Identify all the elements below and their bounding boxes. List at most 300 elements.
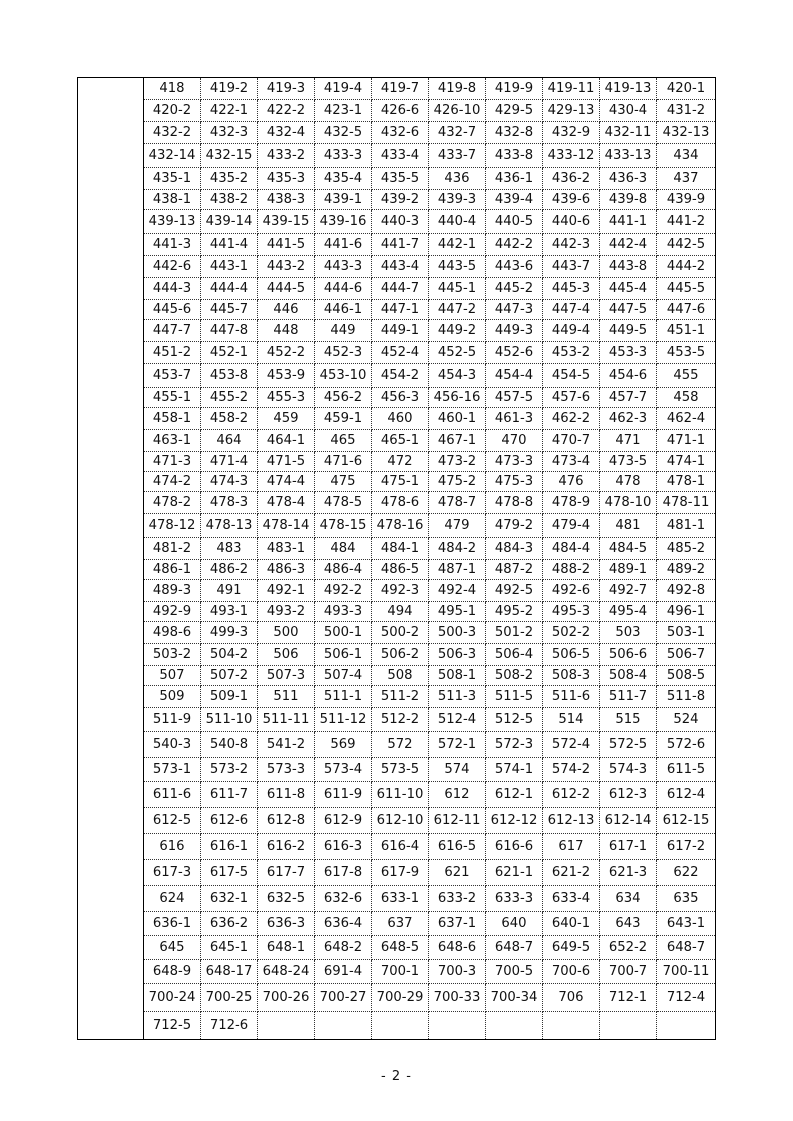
lot-number-cell: 648-5: [372, 936, 429, 960]
lot-number-cell: 436-3: [600, 168, 657, 190]
lot-number-cell: 634: [600, 886, 657, 912]
lot-number-cell: 509-1: [201, 686, 258, 708]
lot-number-cell: 637-1: [429, 912, 486, 936]
lot-number-cell: 478-9: [543, 492, 600, 514]
lot-number-cell: 429-13: [543, 100, 600, 122]
lot-number-cell: 478-3: [201, 492, 258, 514]
lot-number-cell: 512-4: [429, 708, 486, 732]
lot-number-cell: [315, 1012, 372, 1040]
lot-number-cell: 444-6: [315, 278, 372, 300]
lot-number-cell: 511-1: [315, 686, 372, 708]
lot-number-cell: 432-8: [486, 122, 543, 144]
lot-number-cell: 484-1: [372, 538, 429, 560]
lot-number-cell: 633-3: [486, 886, 543, 912]
lot-number-cell: 435-3: [258, 168, 315, 190]
lot-number-cell: 508-3: [543, 666, 600, 686]
lot-number-cell: 470: [486, 430, 543, 452]
lot-number-cell: 443-5: [429, 256, 486, 278]
table-row: [78, 936, 716, 960]
lot-number-cell: 479-4: [543, 514, 600, 538]
lot-number-cell: 572-6: [657, 732, 716, 758]
lot-number-cell: 447-6: [657, 300, 716, 320]
lot-number-cell: 611-8: [258, 782, 315, 808]
lot-number-cell: 441-5: [258, 234, 315, 256]
lot-number-cell: 511-11: [258, 708, 315, 732]
lot-number-cell: 486-2: [201, 560, 258, 580]
lot-number-cell: 445-4: [600, 278, 657, 300]
lot-number-cell: 493-3: [315, 602, 372, 622]
lot-number-cell: 446: [258, 300, 315, 320]
lot-number-cell: 484: [315, 538, 372, 560]
lot-number-cell: 636-4: [315, 912, 372, 936]
lot-number-cell: 486-4: [315, 560, 372, 580]
lot-number-cell: 492-8: [657, 580, 716, 602]
lot-number-cell: 616-6: [486, 834, 543, 860]
lot-number-cell: 506-6: [600, 644, 657, 666]
lot-number-cell: 492-1: [258, 580, 315, 602]
lot-number-cell: 573-1: [144, 758, 201, 782]
lot-number-cell: 432-4: [258, 122, 315, 144]
lot-number-cell: 444-4: [201, 278, 258, 300]
lot-number-cell: 502-2: [543, 622, 600, 644]
lot-number-cell: 449-2: [429, 320, 486, 342]
table-row: [78, 278, 716, 300]
table-row: [78, 560, 716, 580]
lot-number-cell: 648-6: [429, 936, 486, 960]
lot-number-cell: 572: [372, 732, 429, 758]
table-row: [78, 984, 716, 1012]
lot-number-cell: 474-2: [144, 472, 201, 492]
lot-number-cell: 636-1: [144, 912, 201, 936]
lot-number-cell: 652-2: [600, 936, 657, 960]
lot-number-cell: 453-10: [315, 364, 372, 388]
lot-number-cell: 433-13: [600, 144, 657, 168]
table-row: [78, 912, 716, 936]
lot-number-cell: 432-5: [315, 122, 372, 144]
lot-number-cell: 617-9: [372, 860, 429, 886]
lot-number-cell: 471-3: [144, 452, 201, 472]
table-row: [78, 320, 716, 342]
table-row: [78, 758, 716, 782]
lot-number-cell: 442-6: [144, 256, 201, 278]
lot-number-cell: 640: [486, 912, 543, 936]
lot-number-cell: 700-27: [315, 984, 372, 1012]
lot-number-cell: 491: [201, 580, 258, 602]
lot-number-cell: 426-10: [429, 100, 486, 122]
lot-number-cell: 506-4: [486, 644, 543, 666]
lot-number-cell: 471-5: [258, 452, 315, 472]
lot-number-cell: 700-34: [486, 984, 543, 1012]
lot-number-cell: 511-2: [372, 686, 429, 708]
lot-number-cell: 511-6: [543, 686, 600, 708]
page-number: - 2 -: [381, 1069, 412, 1084]
lot-number-cell: 487-2: [486, 560, 543, 580]
table-row: [78, 514, 716, 538]
lot-number-cell: 442-4: [600, 234, 657, 256]
lot-number-cell: 432-7: [429, 122, 486, 144]
lot-number-cell: 453-5: [657, 342, 716, 364]
lot-number-cell: 506-5: [543, 644, 600, 666]
lot-number-cell: 645-1: [201, 936, 258, 960]
lot-number-cell: 503: [600, 622, 657, 644]
lot-number-cell: 633-4: [543, 886, 600, 912]
lot-number-cell: 492-6: [543, 580, 600, 602]
table-row: [78, 686, 716, 708]
lot-number-cell: 460-1: [429, 408, 486, 430]
lot-number-cell: 461-3: [486, 408, 543, 430]
lot-number-cell: 574-3: [600, 758, 657, 782]
lot-number-cell: 449-5: [600, 320, 657, 342]
lot-number-cell: 617-2: [657, 834, 716, 860]
lot-number-cell: 445-3: [543, 278, 600, 300]
table-row: [78, 100, 716, 122]
table-row: [78, 644, 716, 666]
lot-number-cell: 494: [372, 602, 429, 622]
lot-number-cell: 500-3: [429, 622, 486, 644]
lot-number-cell: 478-14: [258, 514, 315, 538]
lot-number-cell: 447-1: [372, 300, 429, 320]
lot-number-cell: 446-1: [315, 300, 372, 320]
lot-number-cell: 617-3: [144, 860, 201, 886]
lot-number-cell: 612-10: [372, 808, 429, 834]
lot-number-cell: 454-6: [600, 364, 657, 388]
lot-number-cell: 435-5: [372, 168, 429, 190]
lot-number-cell: 617-7: [258, 860, 315, 886]
lot-number-cell: 700-25: [201, 984, 258, 1012]
lot-number-cell: 442-5: [657, 234, 716, 256]
lot-number-cell: 612-6: [201, 808, 258, 834]
lot-number-cell: 569: [315, 732, 372, 758]
lot-number-cell: 648-17: [201, 960, 258, 984]
lot-number-cell: 481: [600, 514, 657, 538]
table-row: [78, 388, 716, 408]
lot-number-cell: 572-5: [600, 732, 657, 758]
lot-number-cell: 452-4: [372, 342, 429, 364]
lot-number-cell: 635: [657, 886, 716, 912]
lot-number-cell: 420-1: [657, 78, 716, 100]
lot-number-cell: 432-15: [201, 144, 258, 168]
table-row: [78, 580, 716, 602]
lot-number-cell: 420-2: [144, 100, 201, 122]
lot-number-cell: 612-12: [486, 808, 543, 834]
lot-number-cell: 572-1: [429, 732, 486, 758]
table-row: [78, 492, 716, 514]
lot-number-cell: 478-5: [315, 492, 372, 514]
lot-number-cell: [657, 1012, 716, 1040]
lot-number-cell: 483-1: [258, 538, 315, 560]
lot-number-cell: 507-3: [258, 666, 315, 686]
lot-number-cell: 484-2: [429, 538, 486, 560]
lot-number-cell: 431-2: [657, 100, 716, 122]
lot-number-cell: 464: [201, 430, 258, 452]
lot-number-cell: 479: [429, 514, 486, 538]
lot-number-cell: 612-14: [600, 808, 657, 834]
lot-number-cell: 540-3: [144, 732, 201, 758]
lot-number-cell: 441-7: [372, 234, 429, 256]
lot-number-cell: 440-5: [486, 210, 543, 234]
lot-number-cell: 611-10: [372, 782, 429, 808]
table-row: [78, 622, 716, 644]
lot-number-cell: 507-2: [201, 666, 258, 686]
lot-number-cell: 455: [657, 364, 716, 388]
lot-number-cell: 478-16: [372, 514, 429, 538]
lot-number-cell: 474-4: [258, 472, 315, 492]
table-row: [78, 452, 716, 472]
lot-number-cell: 486-5: [372, 560, 429, 580]
lot-number-cell: 447-4: [543, 300, 600, 320]
lot-number-cell: 511-7: [600, 686, 657, 708]
lot-number-cell: 637: [372, 912, 429, 936]
lot-number-cell: 478-8: [486, 492, 543, 514]
lot-number-cell: 648-24: [258, 960, 315, 984]
lot-number-cell: 506: [258, 644, 315, 666]
lot-number-cell: 471-4: [201, 452, 258, 472]
lot-number-cell: 508-5: [657, 666, 716, 686]
lot-number-cell: 432-6: [372, 122, 429, 144]
lot-number-cell: 632-5: [258, 886, 315, 912]
lot-number-cell: 496-1: [657, 602, 716, 622]
table-row: [78, 960, 716, 984]
lot-number-cell: 617: [543, 834, 600, 860]
lot-number-cell: 452-5: [429, 342, 486, 364]
lot-number-table: [77, 77, 716, 1040]
lot-number-cell: 449: [315, 320, 372, 342]
lot-number-cell: 611-9: [315, 782, 372, 808]
lot-number-cell: 495-2: [486, 602, 543, 622]
lot-number-cell: 455-3: [258, 388, 315, 408]
lot-number-cell: 616-2: [258, 834, 315, 860]
table-row: [78, 472, 716, 492]
lot-number-cell: 649-5: [543, 936, 600, 960]
lot-number-cell: 474-3: [201, 472, 258, 492]
lot-number-cell: 508-2: [486, 666, 543, 686]
lot-number-cell: 432-14: [144, 144, 201, 168]
lot-number-cell: 445-1: [429, 278, 486, 300]
lot-number-cell: 512-5: [486, 708, 543, 732]
lot-number-cell: 460: [372, 408, 429, 430]
lot-number-cell: 612-1: [486, 782, 543, 808]
lot-number-cell: 624: [144, 886, 201, 912]
lot-number-cell: 572-4: [543, 732, 600, 758]
lot-number-cell: 439-3: [429, 190, 486, 210]
lot-number-cell: 500-1: [315, 622, 372, 644]
lot-number-cell: 503-1: [657, 622, 716, 644]
lot-number-cell: 426-6: [372, 100, 429, 122]
lot-number-cell: 472: [372, 452, 429, 472]
lot-number-cell: 475-2: [429, 472, 486, 492]
lot-number-cell: 506-3: [429, 644, 486, 666]
table-row: [78, 364, 716, 388]
lot-number-cell: 621-2: [543, 860, 600, 886]
lot-number-cell: 449-3: [486, 320, 543, 342]
lot-number-cell: 443-6: [486, 256, 543, 278]
lot-number-cell: 435-4: [315, 168, 372, 190]
lot-number-cell: 612-4: [657, 782, 716, 808]
lot-number-cell: 481-1: [657, 514, 716, 538]
lot-number-cell: 573-3: [258, 758, 315, 782]
lot-number-cell: 507: [144, 666, 201, 686]
lot-number-cell: 471-1: [657, 430, 716, 452]
lot-number-cell: 573-5: [372, 758, 429, 782]
lot-number-cell: 440-6: [543, 210, 600, 234]
lot-number-cell: 648-7: [486, 936, 543, 960]
lot-number-cell: 487-1: [429, 560, 486, 580]
lot-number-cell: 452-6: [486, 342, 543, 364]
lot-number-cell: 712-4: [657, 984, 716, 1012]
row-label-cell: [78, 78, 144, 1040]
lot-number-cell: 486-3: [258, 560, 315, 580]
lot-number-cell: 515: [600, 708, 657, 732]
lot-number-cell: 489-2: [657, 560, 716, 580]
lot-number-cell: 456-2: [315, 388, 372, 408]
lot-number-cell: 648-7: [657, 936, 716, 960]
lot-number-cell: 509: [144, 686, 201, 708]
lot-number-cell: 612-9: [315, 808, 372, 834]
lot-number-cell: 432-13: [657, 122, 716, 144]
lot-number-cell: 621-3: [600, 860, 657, 886]
table-row: [78, 834, 716, 860]
lot-number-cell: 442-3: [543, 234, 600, 256]
lot-number-cell: [429, 1012, 486, 1040]
lot-number-cell: 465: [315, 430, 372, 452]
lot-number-cell: 500: [258, 622, 315, 644]
lot-number-cell: 691-4: [315, 960, 372, 984]
lot-number-cell: 467-1: [429, 430, 486, 452]
lot-number-cell: 507-4: [315, 666, 372, 686]
lot-number-cell: 478-12: [144, 514, 201, 538]
lot-number-cell: 508-1: [429, 666, 486, 686]
lot-number-cell: 459-1: [315, 408, 372, 430]
lot-number-cell: 612-11: [429, 808, 486, 834]
lot-number-cell: 453-9: [258, 364, 315, 388]
lot-number-cell: 440-3: [372, 210, 429, 234]
lot-number-cell: 444-3: [144, 278, 201, 300]
lot-number-cell: 439-16: [315, 210, 372, 234]
lot-number-cell: 640-1: [543, 912, 600, 936]
lot-number-cell: 433-3: [315, 144, 372, 168]
lot-number-cell: 471-6: [315, 452, 372, 472]
lot-number-cell: 611-7: [201, 782, 258, 808]
table-row: [78, 234, 716, 256]
lot-number-cell: 706: [543, 984, 600, 1012]
lot-number-cell: 448: [258, 320, 315, 342]
lot-number-cell: 447-2: [429, 300, 486, 320]
lot-number-cell: 433-12: [543, 144, 600, 168]
lot-number-cell: 633-2: [429, 886, 486, 912]
table-row: [78, 538, 716, 560]
lot-number-cell: 455-2: [201, 388, 258, 408]
lot-number-cell: 439-14: [201, 210, 258, 234]
table-row: [78, 808, 716, 834]
lot-number-cell: 430-4: [600, 100, 657, 122]
lot-number-cell: 429-5: [486, 100, 543, 122]
lot-number-cell: 478-6: [372, 492, 429, 514]
lot-number-cell: 492-5: [486, 580, 543, 602]
lot-number-cell: 573-2: [201, 758, 258, 782]
lot-number-cell: 506-2: [372, 644, 429, 666]
lot-number-cell: 479-2: [486, 514, 543, 538]
lot-number-cell: 419-2: [201, 78, 258, 100]
lot-number-cell: 504-2: [201, 644, 258, 666]
lot-number-cell: 445-6: [144, 300, 201, 320]
lot-number-cell: 700-29: [372, 984, 429, 1012]
lot-number-cell: 632-6: [315, 886, 372, 912]
table-row: [78, 190, 716, 210]
lot-number-cell: 573-4: [315, 758, 372, 782]
lot-number-cell: 478-15: [315, 514, 372, 538]
lot-number-cell: 511-8: [657, 686, 716, 708]
lot-number-cell: 511: [258, 686, 315, 708]
lot-number-cell: 489-3: [144, 580, 201, 602]
lot-number-cell: 456-3: [372, 388, 429, 408]
lot-number-cell: 512-2: [372, 708, 429, 732]
lot-number-cell: 700-24: [144, 984, 201, 1012]
lot-number-cell: 443-2: [258, 256, 315, 278]
lot-number-cell: 419-13: [600, 78, 657, 100]
lot-number-cell: 419-3: [258, 78, 315, 100]
lot-number-cell: 452-2: [258, 342, 315, 364]
lot-number-cell: 447-3: [486, 300, 543, 320]
table-row: [78, 122, 716, 144]
lot-number-cell: 432-9: [543, 122, 600, 144]
lot-number-cell: 700-5: [486, 960, 543, 984]
lot-number-cell: 572-3: [486, 732, 543, 758]
lot-number-cell: 499-3: [201, 622, 258, 644]
lot-number-cell: 434: [657, 144, 716, 168]
lot-number-cell: 712-5: [144, 1012, 201, 1040]
lot-number-cell: 524: [657, 708, 716, 732]
lot-number-cell: 433-4: [372, 144, 429, 168]
lot-table-body: [78, 78, 716, 1040]
table-row: [78, 408, 716, 430]
lot-number-cell: 506-7: [657, 644, 716, 666]
lot-number-cell: 495-1: [429, 602, 486, 622]
lot-number-cell: 453-7: [144, 364, 201, 388]
lot-number-cell: 458: [657, 388, 716, 408]
lot-number-cell: 453-2: [543, 342, 600, 364]
lot-number-cell: 451-1: [657, 320, 716, 342]
lot-number-cell: 439-9: [657, 190, 716, 210]
table-row: [78, 708, 716, 732]
lot-number-cell: 501-2: [486, 622, 543, 644]
lot-number-cell: 648-1: [258, 936, 315, 960]
lot-number-cell: 474-1: [657, 452, 716, 472]
lot-number-cell: 432-11: [600, 122, 657, 144]
lot-number-cell: 441-2: [657, 210, 716, 234]
lot-number-cell: 439-6: [543, 190, 600, 210]
lot-number-cell: 648-9: [144, 960, 201, 984]
lot-number-cell: 457-7: [600, 388, 657, 408]
lot-number-cell: 449-4: [543, 320, 600, 342]
lot-number-cell: 478-2: [144, 492, 201, 514]
lot-number-cell: 484-4: [543, 538, 600, 560]
table-row: [78, 886, 716, 912]
lot-number-cell: 574-2: [543, 758, 600, 782]
lot-number-cell: [600, 1012, 657, 1040]
lot-number-cell: 611-5: [657, 758, 716, 782]
lot-number-cell: 617-8: [315, 860, 372, 886]
lot-number-cell: 478-13: [201, 514, 258, 538]
lot-number-cell: 475-1: [372, 472, 429, 492]
lot-number-cell: 433-2: [258, 144, 315, 168]
lot-number-cell: 636-3: [258, 912, 315, 936]
lot-number-cell: 473-3: [486, 452, 543, 472]
lot-number-cell: 471: [600, 430, 657, 452]
lot-number-cell: 574-1: [486, 758, 543, 782]
lot-number-cell: 439-13: [144, 210, 201, 234]
lot-number-cell: 616-1: [201, 834, 258, 860]
table-row: [78, 168, 716, 190]
